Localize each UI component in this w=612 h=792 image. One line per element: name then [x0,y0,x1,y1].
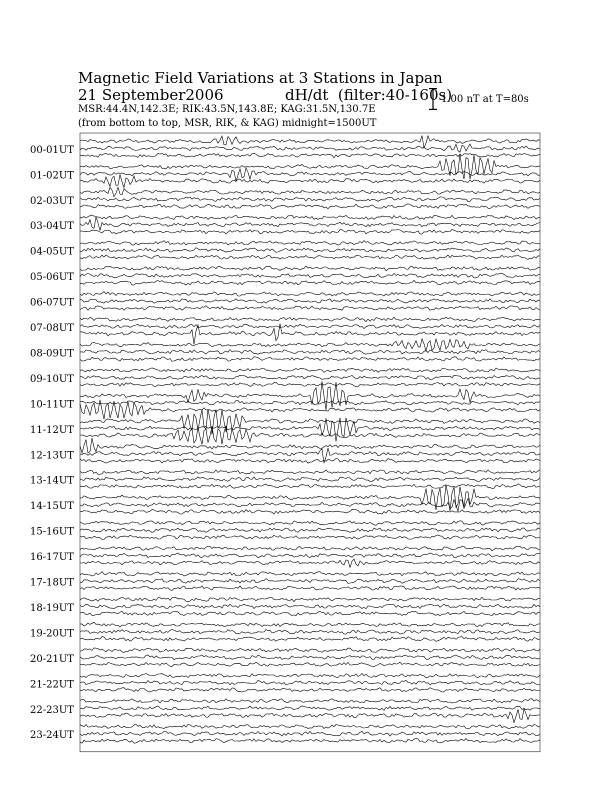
trace-rik [80,217,540,231]
trace-msr [80,459,540,464]
trace-rik [80,248,540,253]
trace-msr [80,255,540,260]
trace-kag [80,266,540,271]
hour-label: 19-20UT [30,628,74,640]
trace-kag [80,381,540,410]
trace-kag [80,368,540,373]
trace-msr [80,611,540,616]
trace-msr [80,662,540,667]
hour-label: 00-01UT [30,144,74,156]
trace-msr [80,306,540,311]
trace-kag [80,470,540,475]
trace-kag [80,521,540,526]
hour-label: 21-22UT [30,679,74,691]
hour-label: 12-13UT [30,450,74,462]
trace-rik [80,630,540,635]
hour-label: 04-05UT [30,246,74,258]
trace-kag [80,317,540,322]
trace-msr [80,153,540,158]
trace-msr [80,586,540,591]
trace-kag [80,622,540,627]
trace-msr [80,535,540,540]
trace-kag [80,292,540,297]
hour-label: 17-18UT [30,577,74,589]
trace-kag [80,438,540,453]
trace-rik [80,350,540,355]
trace-kag [80,409,540,434]
filter-label: (filter:40-160s) [337,86,453,104]
trace-kag [80,241,540,245]
trace-kag [80,673,540,677]
trace-kag [80,546,540,551]
trace-kag [80,154,540,179]
date-label: 21 September2006 [78,86,224,104]
trace-rik [80,144,540,152]
trace-kag [80,572,540,576]
trace-kag [80,215,540,220]
trace-msr [80,204,540,209]
hour-label: 16-17UT [30,552,74,564]
station-coordinates: MSR:44.4N,142.3E; RIK:43.5N,143.8E; KAG:31.5N,130.7E [78,104,376,115]
trace-kag [80,699,540,703]
chart-title: Magnetic Field Variations at 3 Stations in Japan [78,69,443,87]
trace-rik [80,324,540,329]
hour-label: 13-14UT [30,475,74,487]
trace-rik [80,477,540,482]
hour-label: 05-06UT [30,272,74,284]
trace-msr [80,174,540,187]
hour-label: 08-09UT [30,348,74,360]
trace-rik [80,197,540,202]
trace-rik [80,731,540,736]
trace-msr [80,709,540,723]
trace-msr [80,739,540,744]
trace-kag [80,187,540,197]
trace-kag [80,648,540,653]
trace-msr [80,637,540,642]
trace-kag [80,339,540,351]
station-order-note: (from bottom to top, MSR, RIK, & KAG) midnight=1500UT [78,118,377,129]
hour-label: 09-10UT [30,373,74,385]
hour-label: 02-03UT [30,195,74,207]
trace-rik [80,528,540,532]
trace-msr [80,230,540,235]
plot-frame [80,133,540,752]
trace-rik [80,273,540,278]
trace-rik [80,299,540,303]
trace-rik [80,401,540,406]
trace-msr [80,280,540,285]
trace-rik [80,418,540,442]
trace-rik [80,579,540,584]
trace-kag [80,597,540,601]
trace-msr [80,559,540,567]
trace-rik [80,498,540,511]
trace-msr [80,357,540,361]
hour-label: 15-16UT [30,526,74,538]
hour-label: 10-11UT [30,399,74,411]
hour-label: 11-12UT [30,424,74,436]
hour-label: 03-04UT [30,221,74,233]
trace-msr [80,509,540,514]
hour-label: 18-19UT [30,602,74,614]
hour-label: 23-24UT [30,730,74,742]
trace-msr [80,484,540,489]
hour-label: 01-02UT [30,170,74,182]
trace-rik [80,375,540,379]
hour-label: 14-15UT [30,501,74,513]
hour-label: 06-07UT [30,297,74,309]
trace-rik [80,604,540,609]
quantity-label: dH/dt [285,86,329,104]
trace-kag [80,485,540,511]
trace-rik [80,706,540,711]
hour-label: 20-21UT [30,653,74,665]
trace-msr [80,688,540,692]
trace-msr [80,426,540,445]
trace-kag [80,724,540,729]
hour-label: 07-08UT [30,323,74,335]
trace-msr [80,382,540,387]
trace-rik [80,680,540,685]
trace-rik [80,553,540,558]
scale-label: 1.00 nT at T=80s [441,94,529,105]
trace-rik [80,655,540,660]
hour-label: 22-23UT [30,704,74,716]
